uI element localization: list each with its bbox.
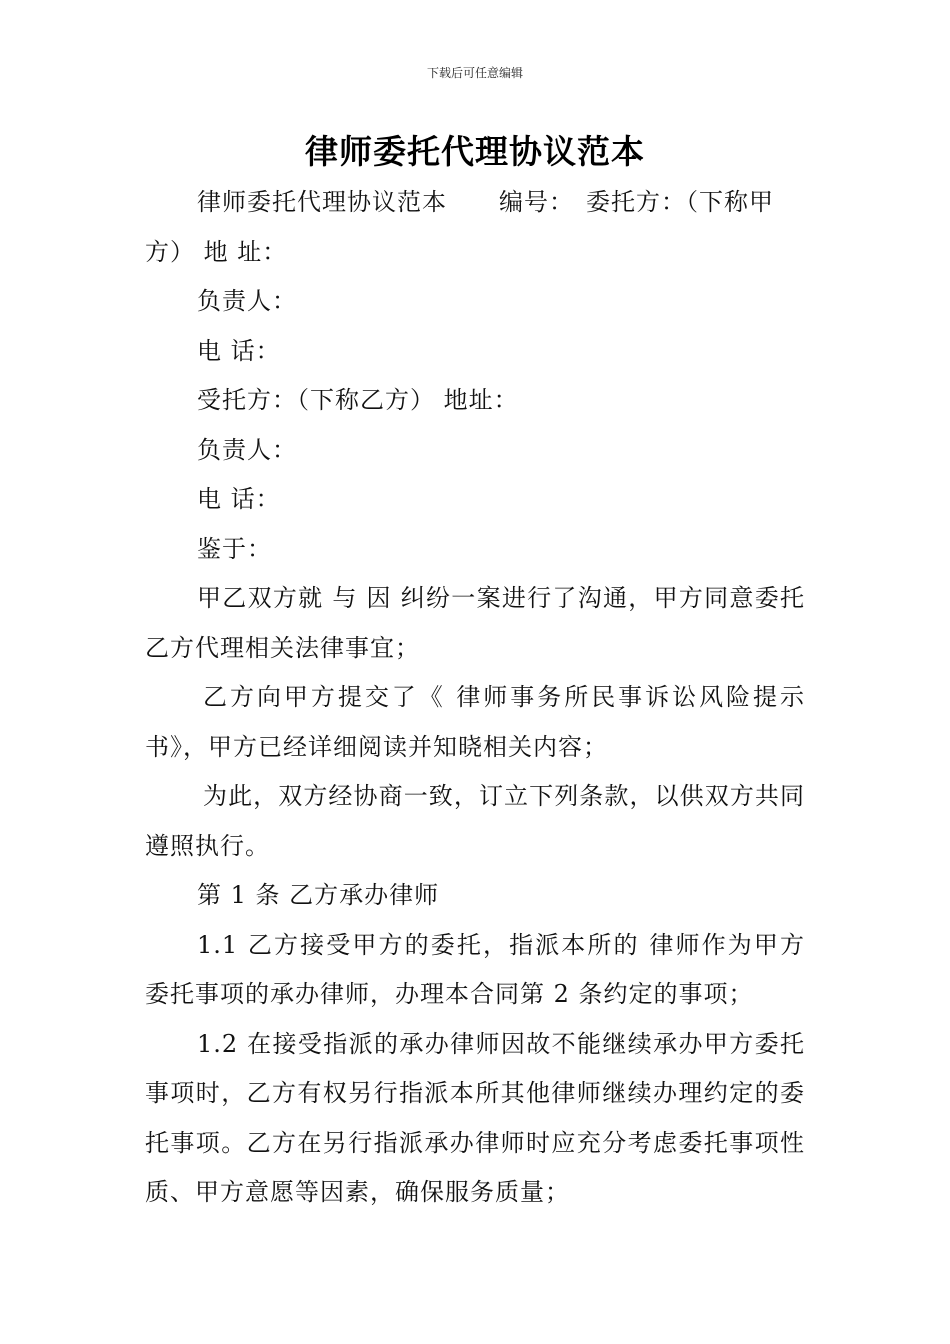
intro-client-address: 方） 地 址： bbox=[145, 237, 288, 266]
paragraph-agreement: 为此，双方经协商一致，订立下列条款，以供双方共同遵照执行。 bbox=[145, 782, 805, 860]
agent-contact-person: 负责人： bbox=[197, 435, 297, 464]
paragraph-risk-notice: 乙方向甲方提交了《 律师事务所民事诉讼风险提示书》，甲方已经详细阅读并知晓相关内容； bbox=[145, 683, 805, 761]
client-phone: 电 话： bbox=[197, 336, 281, 365]
whereas-label: 鉴于： bbox=[197, 534, 272, 563]
intro-line bbox=[145, 178, 805, 228]
clause-1-1: 1.1 乙方接受甲方的委托，指派本所的 律师作为甲方委托事项的承办律师，办理本合同第 2 条约定的事项； bbox=[145, 930, 805, 1008]
document-body bbox=[145, 178, 805, 1218]
agent-phone: 电 话： bbox=[197, 485, 281, 513]
intro-client-label: 委托方：（下称甲 bbox=[586, 188, 774, 216]
client-contact-person: 负责人： bbox=[197, 287, 297, 315]
paragraph-dispute: 甲乙双方就 与 因 纠纷一案进行了沟通，甲方同意委托乙方代理相关法律事宜； bbox=[145, 584, 805, 662]
article-1-heading: 第 1 条 乙方承办律师 bbox=[197, 881, 440, 909]
agent-line: 受托方：（下称乙方） 地址： bbox=[197, 386, 519, 414]
document-title: 律师委托代理协议范本 bbox=[305, 132, 645, 171]
intro-number-label: 编号： bbox=[499, 188, 574, 216]
clause-1-2: 1.2 在接受指派的承办律师因故不能继续承办甲方委托事项时，乙方有权另行指派本所其他律师继续办理约定的委托事项。乙方在另行指派承办律师时应充分考虑委托事项性质、甲方意愿等因素，确保服务质量； bbox=[145, 1029, 805, 1206]
page-header-note: 下载后可任意编辑 bbox=[426, 66, 523, 80]
intro-title: 律师委托代理协议范本 bbox=[197, 188, 447, 216]
